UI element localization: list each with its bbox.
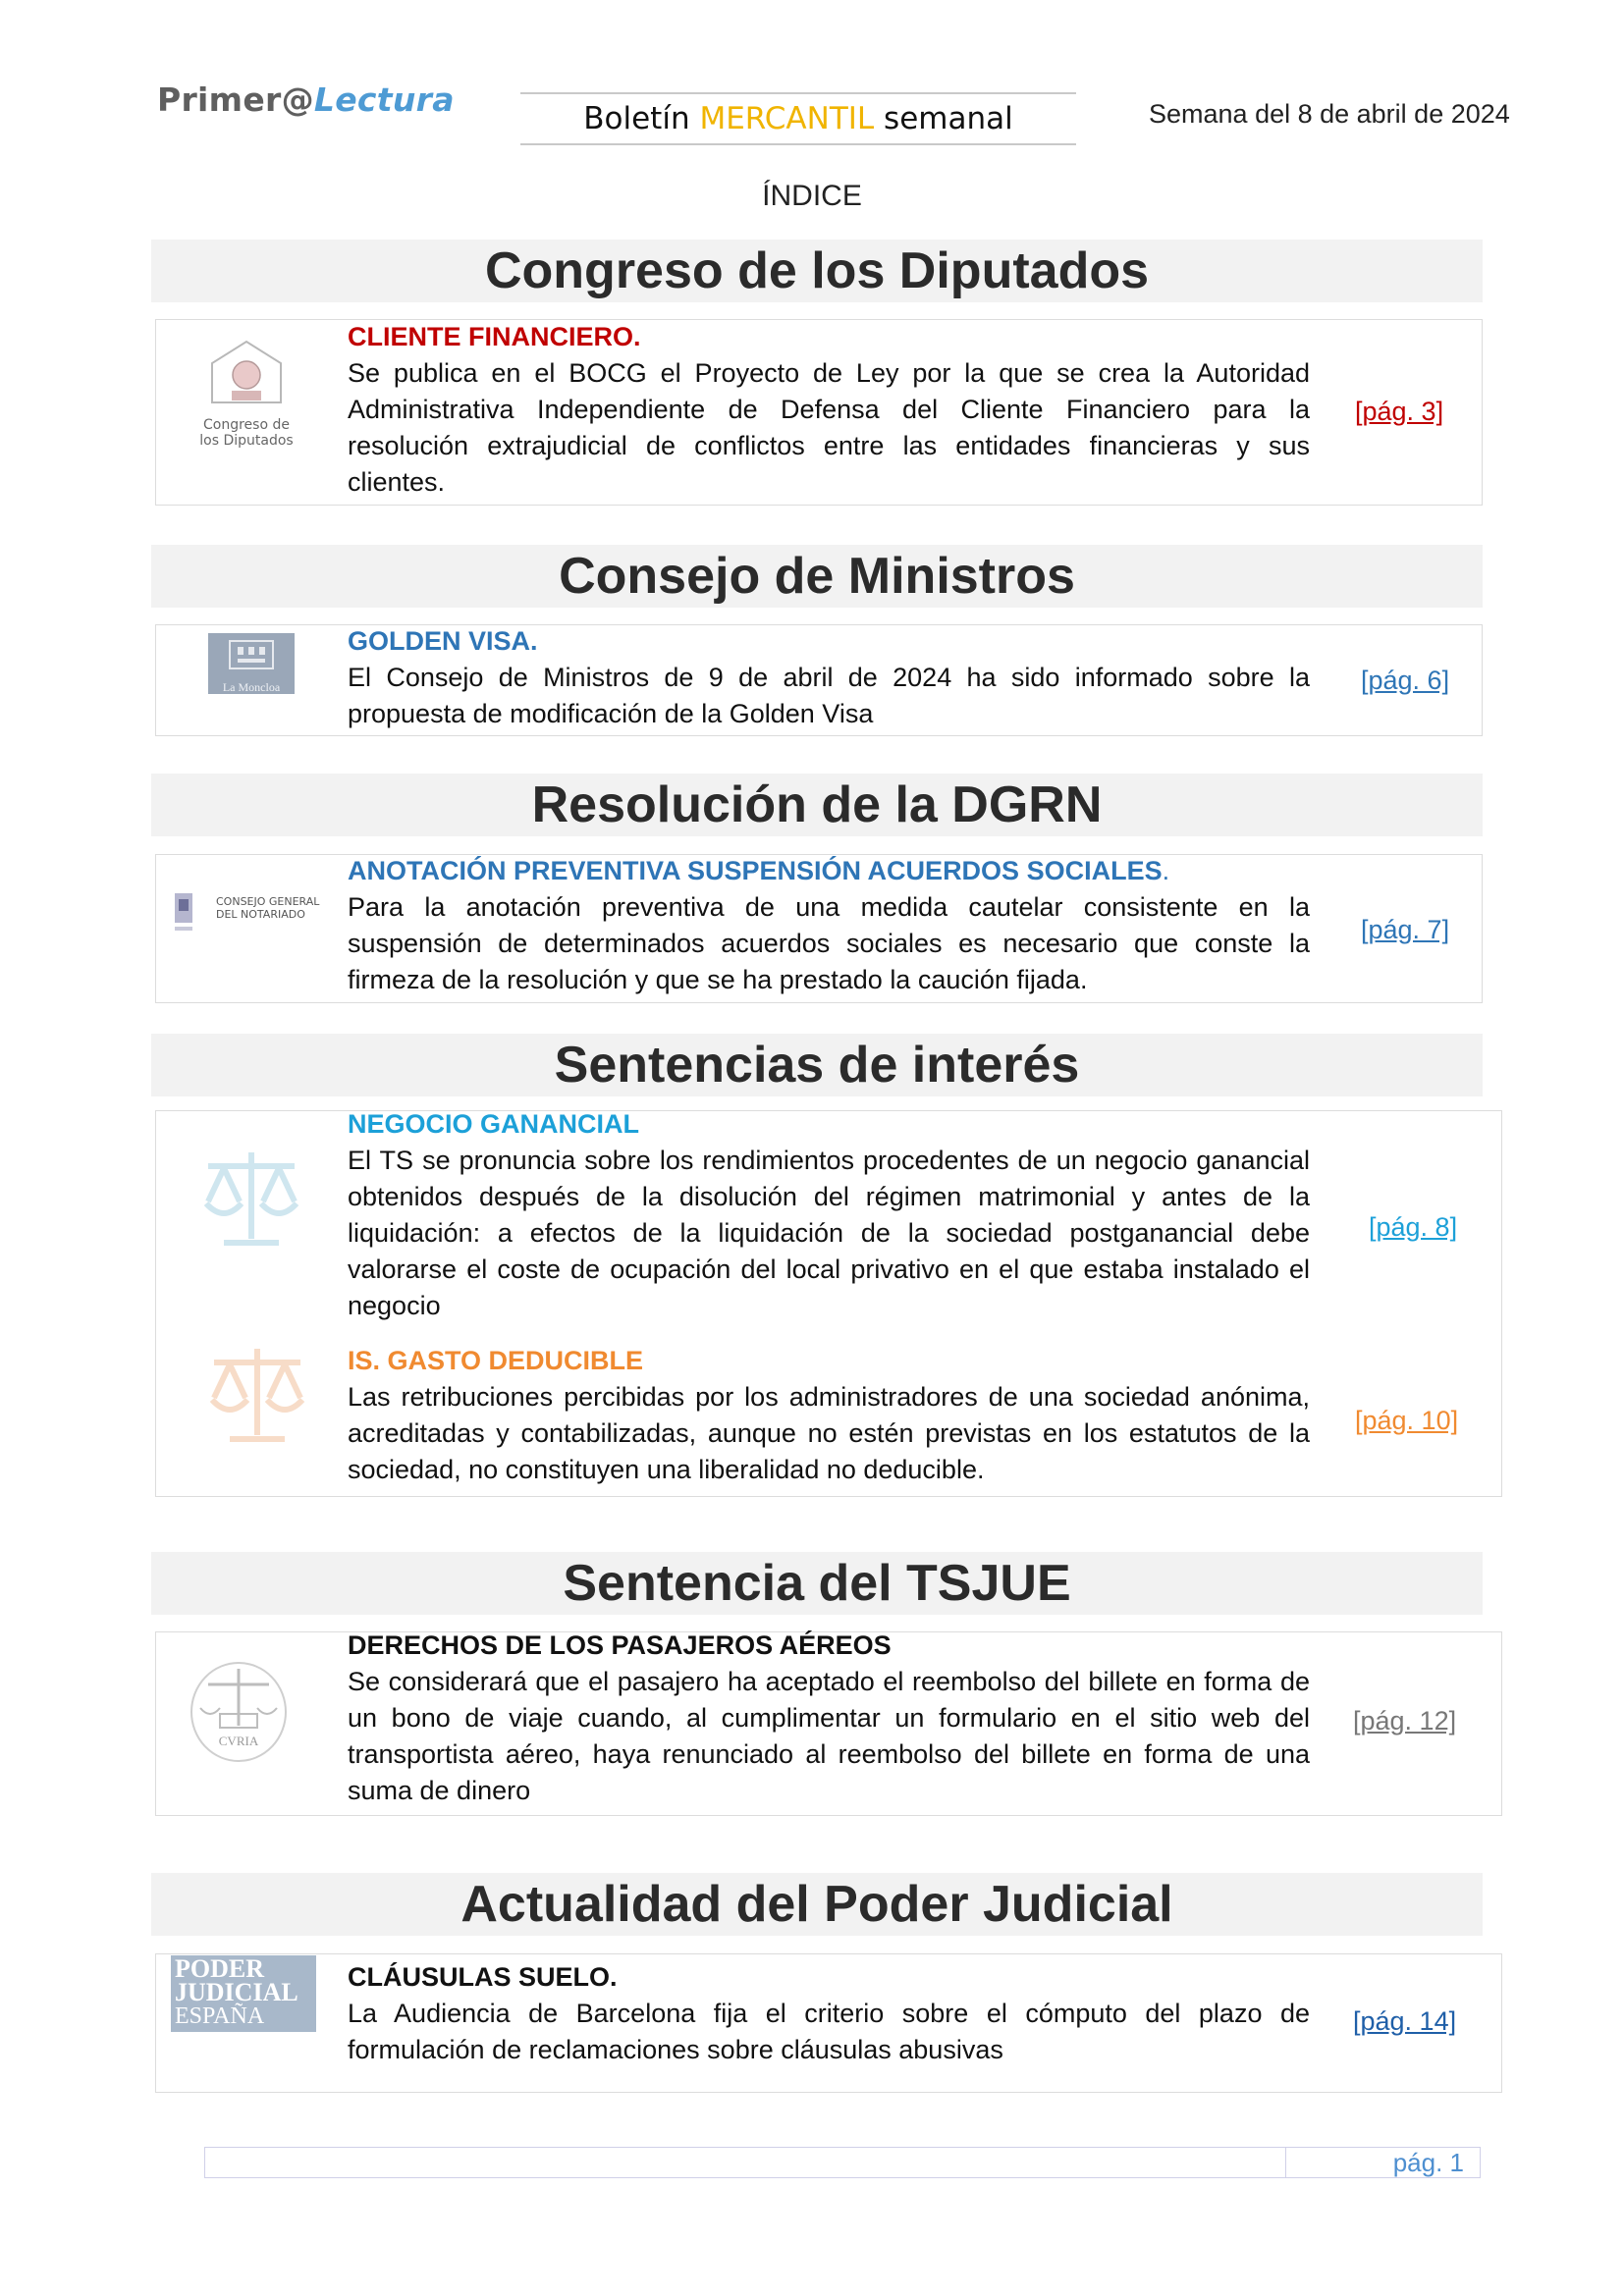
entry-clausulas-suelo (348, 1959, 1310, 2068)
entry-title: NEGOCIO GANANCIAL (348, 1109, 639, 1139)
poder-judicial-logo-line-2: JUDICIAL (175, 1978, 298, 2006)
section-title-tsjue: Sentencia del TSJUE (151, 1552, 1483, 1615)
entry-pasajeros-aereos (348, 1628, 1310, 1809)
scales-of-justice-icon-orange (202, 1341, 312, 1451)
entry-title: DERECHOS DE LOS PASAJEROS AÉREOS (348, 1630, 892, 1660)
section-title-congreso: Congreso de los Diputados (151, 240, 1483, 302)
brand-part-1: Primer@ (157, 80, 314, 119)
entry-negocio-ganancial (348, 1106, 1310, 1324)
bulletin-post: semanal (874, 101, 1013, 136)
entry-title: CLIENTE FINANCIERO. (348, 322, 641, 351)
cvria-logo (187, 1657, 291, 1767)
entry-text: Se publica en el BOCG el Proyecto de Ley por la que se crea la Autoridad Administrativa Independiente de Defensa del Cliente Financiero para la resolución extrajudicial de conflictos entre las entidades financieras y sus clientes. (348, 358, 1310, 497)
notariado-shield-icon (173, 889, 194, 934)
entry-text: Para la anotación preventiva de una medida cautelar consistente en la suspensión de determinados acuerdos sociales es necesario que conste la firmeza de la resolución y que se ha prestado la caución fijada. (348, 892, 1310, 994)
entry-text: La Audiencia de Barcelona fija el criterio sobre el cómputo del plazo de formulación de reclamaciones sobre cláusulas abusivas (348, 1999, 1310, 2064)
entry-golden-visa (348, 623, 1310, 732)
entry-title: ANOTACIÓN PREVENTIVA SUSPENSIÓN ACUERDOS SOCIALES (348, 856, 1163, 885)
page-number: pág. 1 (1392, 2148, 1464, 2177)
entry-title: IS. GASTO DEDUCIBLE (348, 1346, 644, 1375)
footer-divider (1285, 2148, 1286, 2177)
congreso-emblem-icon (192, 334, 300, 412)
moncloa-logo-text: La Moncloa (222, 680, 281, 694)
page-link-8[interactable]: [pág. 8] (1369, 1212, 1458, 1242)
section-title-dgrn: Resolución de la DGRN (151, 774, 1483, 836)
brand-logo (157, 80, 455, 119)
entry-cliente-financiero (348, 319, 1310, 501)
entry-title: GOLDEN VISA. (348, 626, 538, 656)
poder-judicial-logo (171, 1955, 316, 2032)
entry-text: Se considerará que el pasajero ha aceptado el reembolso del billete en forma de un bono de viaje cuando, al cumplimentar un formulario en el sitio web del transportista aéreo, haya renunciado al reembolso del billete en forma de una suma de dinero (348, 1667, 1310, 1805)
entry-title-suffix: . (1162, 856, 1170, 885)
moncloa-building-icon (208, 633, 295, 674)
poder-judicial-logo-line-3: ESPAÑA (175, 2003, 265, 2029)
entry-text: Las retribuciones percibidas por los administradores de una sociedad anónima, acreditadas y contabilizadas, aunque no estén previstas en los estatutos de la sociedad, no constituyen una liberalidad no deducible. (348, 1382, 1310, 1484)
page-link-14[interactable]: [pág. 14] (1353, 2006, 1457, 2036)
congreso-logo-line-2: los Diputados (199, 433, 294, 449)
entry-text: El TS se pronuncia sobre los rendimientos procedentes de un negocio ganancial obtenidos después de la disolución del régimen matrimonial y antes de la liquidación: a efectos de la liquidación de la sociedad postganancial debe valorarse el coste de ocupación del local privativo en el que estaba instalado el negocio (348, 1146, 1310, 1320)
page-link-12[interactable]: [pág. 12] (1353, 1706, 1457, 1735)
congreso-logo-line-1: Congreso de (203, 417, 290, 433)
section-title-poder-judicial: Actualidad del Poder Judicial (151, 1873, 1483, 1936)
bulletin-pre: Boletín (583, 101, 700, 136)
scales-of-justice-icon (196, 1145, 306, 1255)
entry-gasto-deducible (348, 1343, 1310, 1488)
notariado-logo (173, 885, 320, 940)
index-title: ÍNDICE (762, 180, 862, 212)
cvria-emblem-icon (187, 1657, 291, 1767)
page-link-7[interactable]: [pág. 7] (1361, 915, 1450, 944)
entry-anotacion-preventiva (348, 853, 1310, 998)
bulletin-highlight: MERCANTIL (699, 101, 875, 136)
poder-judicial-logo-line-1: PODER (175, 1954, 264, 1983)
entry-text: El Consejo de Ministros de 9 de abril de 2024 ha sido informado sobre la propuesta de modificación de la Golden Visa (348, 663, 1310, 728)
notariado-logo-line-1: CONSEJO GENERAL (216, 895, 320, 908)
section-title-sentencias: Sentencias de interés (151, 1034, 1483, 1096)
page-link-6[interactable]: [pág. 6] (1361, 666, 1450, 695)
moncloa-logo (208, 633, 295, 694)
cvria-logo-text: CVRIA (218, 1734, 259, 1748)
entry-title: CLÁUSULAS SUELO. (348, 1962, 618, 1992)
section-title-consejo: Consejo de Ministros (151, 545, 1483, 608)
brand-part-2: Lectura (313, 80, 455, 119)
week-date: Semana del 8 de abril de 2024 (1149, 99, 1510, 129)
page-link-3[interactable]: [pág. 3] (1355, 397, 1444, 426)
page-link-10[interactable]: [pág. 10] (1355, 1406, 1459, 1435)
notariado-logo-line-2: DEL NOTARIADO (216, 908, 305, 921)
bulletin-title (520, 92, 1076, 145)
congreso-logo (192, 334, 300, 461)
page-footer (204, 2147, 1481, 2178)
